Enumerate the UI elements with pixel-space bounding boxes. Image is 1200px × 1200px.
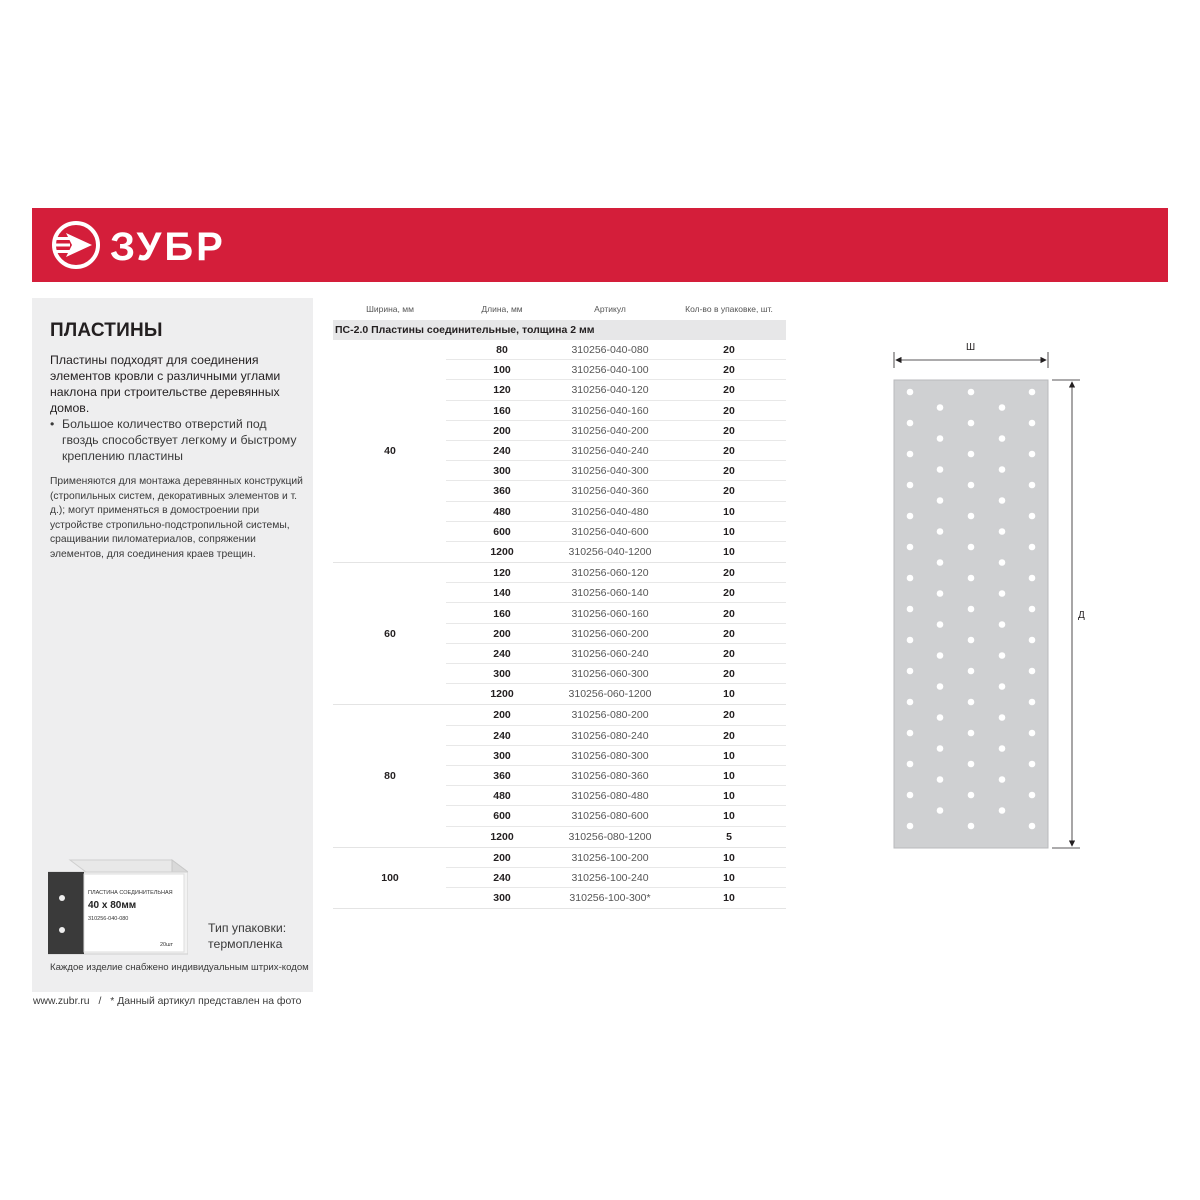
package-type-value: термопленка	[208, 937, 283, 951]
width-group	[333, 340, 786, 563]
article-cell: 310256-080-300	[571, 749, 649, 762]
length-cell: 160	[493, 607, 511, 620]
plate-hole	[937, 807, 944, 814]
plate-hole	[999, 714, 1006, 721]
qty-cell: 10	[723, 892, 735, 905]
table-row	[333, 786, 786, 806]
plate-hole	[1029, 761, 1036, 768]
product-info-panel	[32, 298, 313, 992]
plate-hole	[1029, 699, 1036, 706]
article-cell: 310256-060-140	[571, 587, 649, 600]
plate-hole	[907, 575, 914, 582]
length-cell: 600	[493, 525, 511, 538]
plate-hole	[937, 528, 944, 535]
length-cell: 480	[493, 790, 511, 803]
perforated-plate-icon	[880, 340, 1100, 860]
plate-hole	[968, 854, 975, 860]
plate-hole	[937, 652, 944, 659]
feature-bullet	[50, 416, 306, 464]
plate-hole	[999, 590, 1006, 597]
length-cell: 120	[493, 384, 511, 397]
plate-hole	[937, 466, 944, 473]
article-cell: 310256-100-300*	[569, 892, 651, 905]
barcode-note: Каждое изделие снабжено индивидуальным штрих-кодом	[50, 962, 309, 973]
qty-cell: 10	[723, 688, 735, 701]
table-row	[333, 624, 786, 644]
plate-hole	[937, 745, 944, 752]
footer	[33, 996, 301, 1007]
plate-hole	[907, 451, 914, 458]
article-cell: 310256-100-240	[571, 871, 649, 884]
plate-hole	[968, 606, 975, 613]
zubr-logo-icon	[52, 218, 332, 272]
article-cell: 310256-040-160	[571, 404, 649, 417]
plate-hole	[907, 854, 914, 860]
plate-hole	[907, 513, 914, 520]
applications-text: Применяются для монтажа деревянных конструкций (стропильных систем, декоративных элементов и т. д.); могут применяться в домостроении при устройстве стропильно-подстропильной системы, сращивании пиломатериалов, сопряжении элементов, для соединения краев трещин.	[50, 476, 303, 560]
qty-cell: 20	[723, 729, 735, 742]
plate-hole	[1029, 482, 1036, 489]
length-cell: 200	[493, 627, 511, 640]
length-cell: 200	[493, 424, 511, 437]
qty-cell: 20	[723, 445, 735, 458]
qty-cell: 20	[723, 384, 735, 397]
table-row	[333, 726, 786, 746]
table-row	[333, 461, 786, 481]
article-cell: 310256-040-120	[571, 384, 649, 397]
article-cell: 310256-040-480	[571, 505, 649, 518]
plate-hole	[999, 435, 1006, 442]
article-cell: 310256-080-240	[571, 729, 649, 742]
length-cell: 100	[493, 364, 511, 377]
package-box-line2: 40 х 80мм	[88, 900, 137, 911]
plate-hole	[1029, 637, 1036, 644]
brand-banner	[32, 208, 1168, 282]
qty-cell: 20	[723, 709, 735, 722]
qty-cell: 10	[723, 505, 735, 518]
plate-hole	[907, 606, 914, 613]
plate-hole	[907, 823, 914, 830]
feature-bullet-text: Большое количество отверстий под гвоздь способствует легкому и быстрому креплению пластины	[62, 417, 297, 463]
table-row	[333, 360, 786, 380]
article-cell: 310256-080-480	[571, 790, 649, 803]
plate-hole	[999, 528, 1006, 535]
plate-hole	[907, 389, 914, 396]
table-row	[333, 542, 786, 562]
table-row	[333, 441, 786, 461]
bullet-dot-icon: •	[50, 417, 55, 431]
package-image	[48, 850, 188, 958]
plate-hole	[968, 482, 975, 489]
length-cell: 240	[493, 871, 511, 884]
qty-cell: 20	[723, 364, 735, 377]
table-row	[333, 340, 786, 360]
header-length: Длина, мм	[481, 304, 523, 314]
article-cell: 310256-040-080	[571, 344, 649, 357]
plate-hole	[999, 559, 1006, 566]
plate-hole	[1029, 451, 1036, 458]
length-cell: 80	[496, 344, 508, 357]
plate-hole	[968, 420, 975, 427]
table-row	[333, 827, 786, 847]
length-cell: 300	[493, 668, 511, 681]
package-box-line4: 20шт	[160, 942, 174, 948]
qty-cell: 20	[723, 424, 735, 437]
plate-hole	[907, 730, 914, 737]
qty-cell: 5	[726, 830, 732, 843]
plate-hole	[1029, 668, 1036, 675]
plate-hole	[999, 745, 1006, 752]
plate-hole	[937, 497, 944, 504]
qty-cell: 20	[723, 587, 735, 600]
plate-hole	[937, 590, 944, 597]
header-article: Артикул	[594, 304, 626, 314]
plate-hole	[968, 544, 975, 551]
plate-hole	[968, 761, 975, 768]
length-cell: 480	[493, 505, 511, 518]
qty-cell: 10	[723, 790, 735, 803]
plate-hole	[1029, 513, 1036, 520]
plate-hole	[999, 807, 1006, 814]
width-value: 80	[384, 770, 396, 783]
qty-cell: 20	[723, 465, 735, 478]
table-row	[333, 684, 786, 704]
length-cell: 240	[493, 445, 511, 458]
table-row	[333, 502, 786, 522]
plate-hole	[937, 435, 944, 442]
article-cell: 310256-060-300	[571, 668, 649, 681]
table-row	[333, 664, 786, 684]
article-cell: 310256-040-360	[571, 485, 649, 498]
article-cell: 310256-080-360	[571, 770, 649, 783]
table-row	[333, 401, 786, 421]
table-row	[333, 888, 786, 908]
qty-cell: 20	[723, 567, 735, 580]
length-cell: 1200	[490, 545, 514, 558]
table-row	[333, 380, 786, 400]
length-cell: 240	[493, 729, 511, 742]
plate-hole	[907, 699, 914, 706]
qty-cell: 20	[723, 485, 735, 498]
table-row	[333, 522, 786, 542]
length-cell: 600	[493, 810, 511, 823]
table-body	[333, 340, 786, 909]
spec-table	[333, 302, 786, 909]
article-cell: 310256-040-200	[571, 424, 649, 437]
plate-hole	[968, 668, 975, 675]
package-type	[208, 920, 286, 952]
plate-hole	[1029, 606, 1036, 613]
qty-cell: 10	[723, 851, 735, 864]
plate-hole	[999, 652, 1006, 659]
package-box-line3: 310256-040-080	[88, 916, 129, 922]
qty-cell: 10	[723, 525, 735, 538]
length-cell: 1200	[490, 688, 514, 701]
article-cell: 310256-040-300	[571, 465, 649, 478]
length-cell: 300	[493, 749, 511, 762]
footer-separator: /	[98, 996, 102, 1007]
plate-hole	[968, 575, 975, 582]
length-cell: 200	[493, 709, 511, 722]
plate-hole	[968, 823, 975, 830]
length-cell: 200	[493, 851, 511, 864]
plate-hole	[907, 544, 914, 551]
plate-hole	[907, 792, 914, 799]
package-type-label: Тип упаковки:	[208, 921, 287, 935]
product-group-title: ПС-2.0 Пластины соединительные, толщина 2 мм	[333, 320, 786, 340]
website-link[interactable]: www.zubr.ru	[33, 996, 90, 1007]
plate-hole	[907, 482, 914, 489]
plate-hole	[1029, 420, 1036, 427]
plate-hole	[999, 497, 1006, 504]
product-intro: Пластины подходят для соединения элементов кровли с различными углами наклона при строительстве деревянных домов.	[50, 353, 281, 415]
plate-hole	[968, 451, 975, 458]
article-cell: 310256-040-100	[571, 364, 649, 377]
plate-hole	[937, 404, 944, 411]
article-cell: 310256-060-1200	[568, 688, 652, 701]
length-cell: 360	[493, 770, 511, 783]
plate-hole	[937, 559, 944, 566]
plate-hole	[999, 466, 1006, 473]
article-cell: 310256-060-160	[571, 607, 649, 620]
length-cell: 120	[493, 567, 511, 580]
width-dimension-label: Ш	[966, 342, 976, 353]
plate-hole	[1029, 389, 1036, 396]
width-group	[333, 848, 786, 910]
plate-hole	[937, 776, 944, 783]
plate-hole	[937, 714, 944, 721]
plate-hole	[1029, 792, 1036, 799]
table-row	[333, 766, 786, 786]
article-cell: 310256-100-200	[571, 851, 649, 864]
table-row	[333, 848, 786, 868]
width-value: 100	[381, 871, 399, 884]
plate-hole	[907, 637, 914, 644]
length-cell: 300	[493, 465, 511, 478]
length-cell: 1200	[490, 830, 514, 843]
qty-cell: 20	[723, 668, 735, 681]
qty-cell: 20	[723, 647, 735, 660]
length-dimension-label: Д	[1078, 610, 1085, 621]
plate-hole	[968, 637, 975, 644]
width-group	[333, 705, 786, 847]
length-cell: 140	[493, 587, 511, 600]
table-row	[333, 746, 786, 766]
plate-hole	[907, 668, 914, 675]
table-row	[333, 705, 786, 725]
brand-logo[interactable]	[52, 218, 332, 272]
qty-cell: 10	[723, 770, 735, 783]
length-cell: 300	[493, 892, 511, 905]
table-row	[333, 868, 786, 888]
length-cell: 160	[493, 404, 511, 417]
table-row	[333, 644, 786, 664]
qty-cell: 10	[723, 545, 735, 558]
width-value: 60	[384, 627, 396, 640]
article-cell: 310256-040-1200	[568, 545, 652, 558]
article-cell: 310256-080-600	[571, 810, 649, 823]
qty-cell: 10	[723, 749, 735, 762]
article-cell: 310256-080-1200	[568, 830, 652, 843]
article-cell: 310256-040-600	[571, 525, 649, 538]
qty-cell: 10	[723, 810, 735, 823]
table-row	[333, 481, 786, 501]
plate-hole	[1029, 823, 1036, 830]
article-cell: 310256-080-200	[571, 709, 649, 722]
width-group	[333, 563, 786, 705]
qty-cell: 20	[723, 627, 735, 640]
plate-hole	[937, 683, 944, 690]
brand-name: ЗУБР	[110, 225, 226, 269]
article-cell: 310256-060-120	[571, 567, 649, 580]
plate-hole	[968, 513, 975, 520]
article-cell: 310256-060-200	[571, 627, 649, 640]
table-row	[333, 583, 786, 603]
plate-hole	[1029, 544, 1036, 551]
plate-hole	[968, 792, 975, 799]
length-cell: 240	[493, 647, 511, 660]
package-box-line1: ПЛАСТИНА СОЕДИНИТЕЛЬНАЯ	[88, 890, 173, 896]
plate-hole	[968, 730, 975, 737]
header-qty: Кол-во в упаковке, шт.	[685, 304, 773, 314]
plate-hole	[1029, 575, 1036, 582]
header-width: Ширина, мм	[366, 304, 414, 314]
plate-hole	[999, 776, 1006, 783]
qty-cell: 20	[723, 404, 735, 417]
plate-hole	[907, 761, 914, 768]
table-row	[333, 421, 786, 441]
footer-note: * Данный артикул представлен на фото	[110, 996, 302, 1007]
plate-hole	[999, 683, 1006, 690]
table-row	[333, 563, 786, 583]
qty-cell: 20	[723, 344, 735, 357]
article-cell: 310256-040-240	[571, 445, 649, 458]
plate-hole	[1029, 854, 1036, 860]
plate-hole	[907, 420, 914, 427]
plate-hole	[999, 404, 1006, 411]
package-box-icon	[48, 850, 188, 958]
plate-hole	[968, 699, 975, 706]
length-cell: 360	[493, 485, 511, 498]
plate-hole	[968, 389, 975, 396]
plate-hole	[999, 621, 1006, 628]
article-cell: 310256-060-240	[571, 647, 649, 660]
qty-cell: 10	[723, 871, 735, 884]
plate-drawing	[880, 340, 1100, 860]
table-header	[333, 302, 786, 320]
table-row	[333, 603, 786, 623]
plate-hole	[1029, 730, 1036, 737]
qty-cell: 20	[723, 607, 735, 620]
width-value: 40	[384, 445, 396, 458]
product-title: ПЛАСТИНЫ	[50, 320, 163, 341]
table-row	[333, 806, 786, 826]
plate-hole	[937, 621, 944, 628]
